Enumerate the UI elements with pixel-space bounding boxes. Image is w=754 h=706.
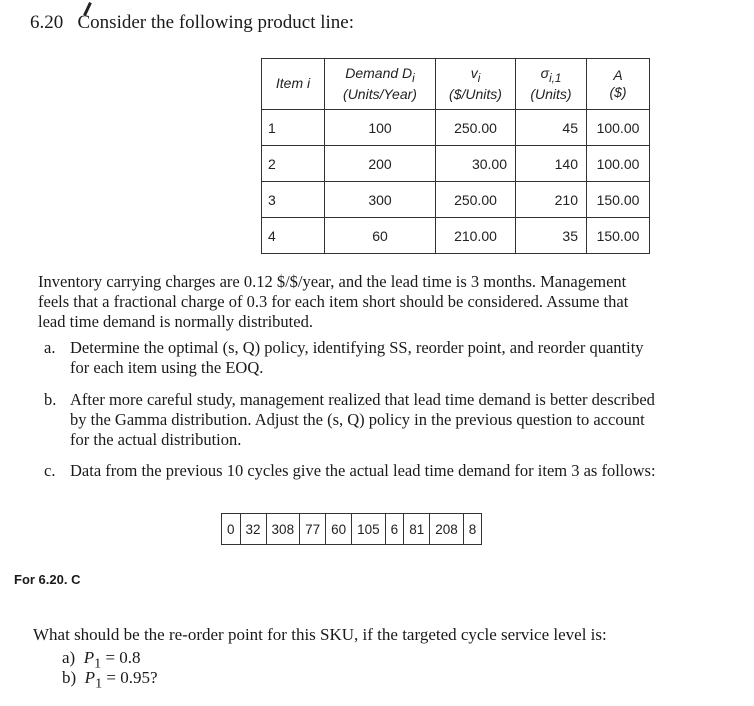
table-row	[222, 514, 482, 545]
header-unit-value: $v_i$ ($/Units)	[436, 59, 516, 110]
question-a	[44, 338, 744, 378]
question-line: by the Gamma distribution. Adjust the (s, Q) policy in the previous question to account	[70, 410, 645, 429]
cell-sigma: 45	[516, 110, 587, 146]
demand-cell: 8	[463, 514, 482, 545]
cell-item: 4	[262, 218, 325, 254]
demand-cell: 60	[326, 514, 352, 545]
demand-cell: 77	[300, 514, 326, 545]
question-line: Determine the optimal (s, Q) policy, identifying SS, reorder point, and reorder quantity	[70, 338, 644, 357]
demand-cell: 6	[385, 514, 404, 545]
demand-cell: 208	[430, 514, 464, 545]
option-variable: P	[83, 648, 95, 667]
problem-header	[30, 12, 354, 34]
demand-cell: 32	[240, 514, 266, 545]
cell-sigma: 35	[516, 218, 587, 254]
cell-demand: 60	[325, 218, 436, 254]
question-line: After more careful study, management realized that lead time demand is better described	[70, 390, 655, 409]
question-c	[44, 461, 744, 481]
table-row	[262, 182, 650, 218]
problem-number: 6.20	[30, 12, 64, 33]
cell-item: 3	[262, 182, 325, 218]
cell-order-cost: 150.00	[587, 182, 650, 218]
cell-unit-value: 210.00	[436, 218, 516, 254]
option-subscript: 1	[95, 675, 103, 692]
cell-item: 1	[262, 110, 325, 146]
cell-demand: 300	[325, 182, 436, 218]
followup-option-b	[62, 668, 158, 692]
cell-order-cost: 100.00	[587, 110, 650, 146]
cell-item: 2	[262, 146, 325, 182]
demand-cell: 0	[222, 514, 241, 545]
cell-demand: 200	[325, 146, 436, 182]
question-line: for each item using the EOQ.	[70, 358, 264, 377]
problem-paragraph	[38, 272, 740, 332]
followup-question: What should be the re-order point for this SKU, if the targeted cycle service level is:	[33, 625, 607, 644]
option-letter: b)	[62, 668, 77, 687]
cell-demand: 100	[325, 110, 436, 146]
option-variable: P	[84, 668, 96, 687]
header-sigma: $\sigma_{i,1}$ (Units)	[516, 59, 587, 110]
question-line: Data from the previous 10 cycles give the actual lead time demand for item 3 as follows:	[70, 461, 656, 480]
option-letter: a)	[62, 648, 76, 667]
demand-cell: 308	[266, 514, 300, 545]
header-order-cost: A ($)	[587, 59, 650, 110]
cell-order-cost: 150.00	[587, 218, 650, 254]
cell-sigma: 210	[516, 182, 587, 218]
table-row	[262, 146, 650, 182]
option-value: = 0.95?	[102, 668, 158, 687]
paragraph-line: lead time demand is normally distributed.	[38, 312, 313, 331]
demand-cell: 81	[404, 514, 430, 545]
product-line-table	[261, 58, 650, 254]
question-letter: b.	[44, 390, 57, 409]
cell-sigma: 140	[516, 146, 587, 182]
paragraph-line: Inventory carrying charges are 0.12 $/$/year, and the lead time is 3 months. Management	[38, 272, 627, 291]
question-line: for the actual distribution.	[70, 430, 242, 449]
demand-cell: 105	[352, 514, 386, 545]
cell-order-cost: 100.00	[587, 146, 650, 182]
followup-label: For 6.20. C	[14, 572, 81, 587]
header-demand: Demand $D_i$ (Units/Year)	[325, 59, 436, 110]
option-value: = 0.8	[101, 648, 141, 667]
table-row	[262, 218, 650, 254]
problem-intro: Consider the following product line:	[77, 12, 355, 33]
question-letter: c.	[44, 461, 56, 480]
table-header-row	[262, 59, 650, 110]
header-item: Item i	[262, 59, 325, 110]
table-row	[262, 110, 650, 146]
cell-unit-value: 30.00	[436, 146, 516, 182]
lead-time-demand-table	[221, 513, 482, 545]
cell-unit-value: 250.00	[436, 182, 516, 218]
cell-unit-value: 250.00	[436, 110, 516, 146]
question-b	[44, 390, 744, 450]
paragraph-line: feels that a fractional charge of 0.3 for each item short should be considered. Assume that	[38, 292, 629, 311]
question-letter: a.	[44, 338, 56, 357]
option-subscript: 1	[94, 655, 102, 672]
